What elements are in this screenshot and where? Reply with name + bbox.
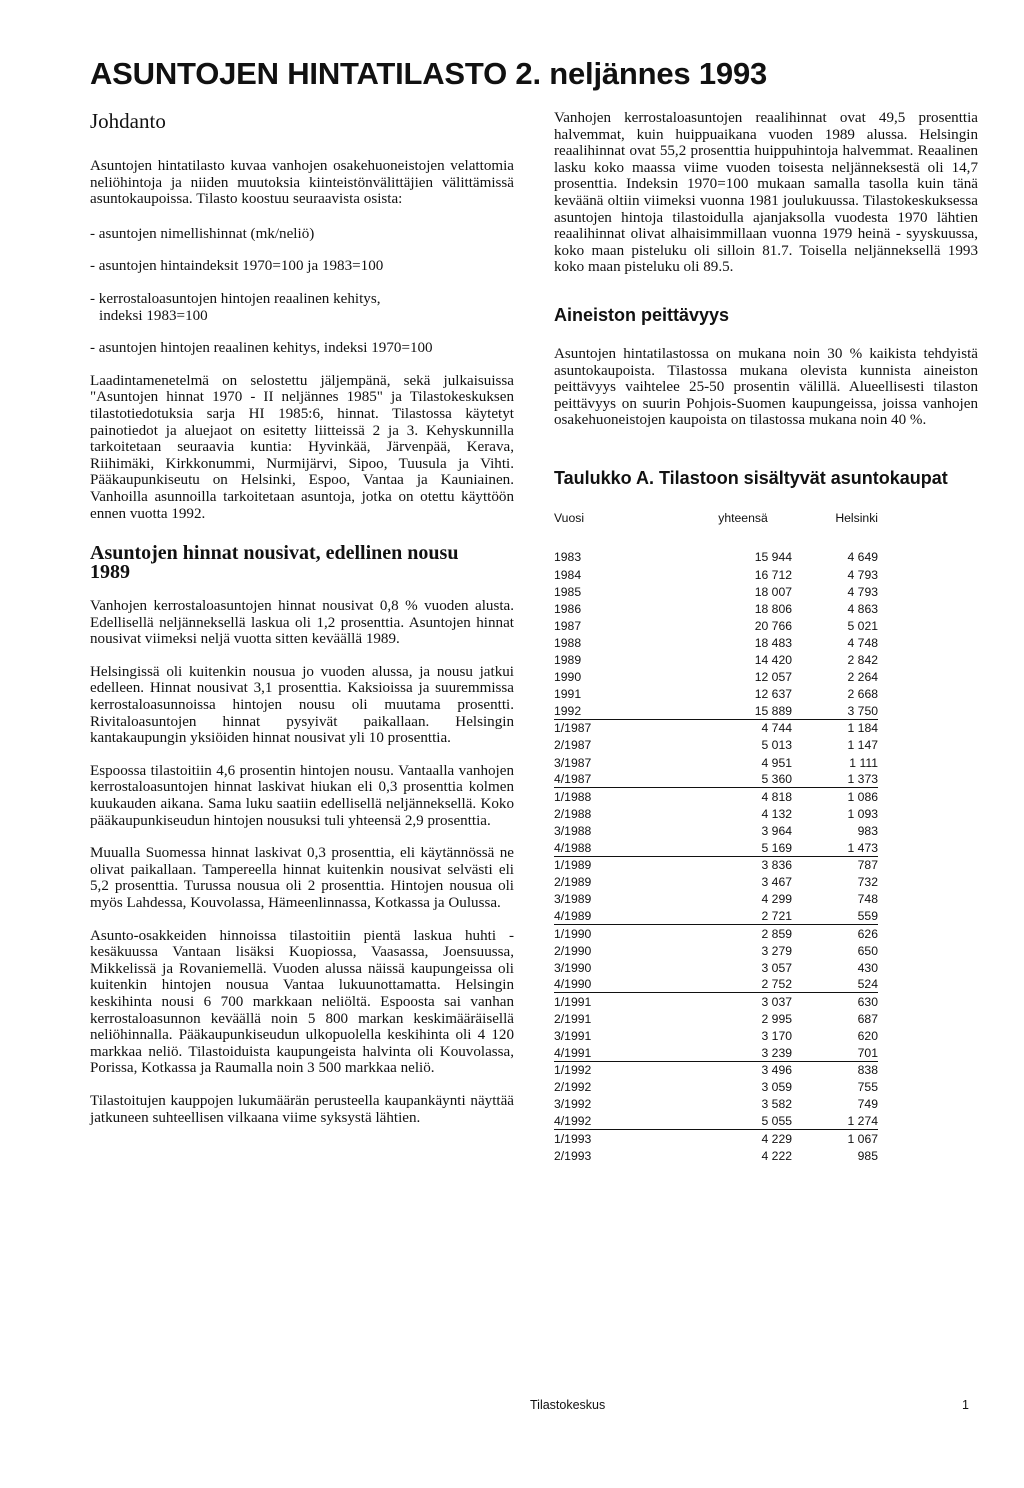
cell-helsinki: 701 (857, 1045, 878, 1060)
cell-total: 3 239 (761, 1045, 792, 1060)
cell-helsinki: 4 748 (847, 635, 878, 650)
cell-helsinki: 524 (857, 977, 878, 992)
cell-total: 3 467 (761, 875, 792, 890)
table-row (554, 874, 878, 891)
cell-total: 4 222 (761, 1148, 792, 1163)
table-row (554, 925, 878, 942)
cell-helsinki: 4 793 (847, 584, 878, 599)
cell-period: 1989 (554, 653, 582, 668)
cell-total: 12 057 (754, 670, 792, 685)
table-row (554, 805, 878, 822)
cell-total: 5 013 (761, 738, 792, 753)
table-row (554, 703, 878, 720)
table-header (554, 511, 878, 537)
header-helsinki: Helsinki (835, 510, 878, 525)
cell-helsinki: 626 (857, 926, 878, 941)
table-row (554, 669, 878, 686)
right-paragraph-1: Vanhojen kerrostaloasuntojen reaalihinnat ovat 49,5 prosenttia halvemmat, kuin huippuaikana vuoden 1989 alussa. Helsingin reaalihinnat ovat 55,2 prosenttia huippuhintoja halvemmat. Reaalinen lasku koko maassa viime vuoden toisesta neljänneksestä oli 14,7 prosenttia. Indeksin 1970=100 mukaan samalla tasolla kuin tänä keväänä oltiin viimeksi vuonna 1981 joulukuussa. Tilastokeskuksessa asuntojen hintoja tilastoidulla ajanjaksolla vuodesta 1970 lähtien reaalihinnat olivat alhaisimmillaan vuonna 1979 heinä - syyskuussa, koko maan pisteluku oli silloin 81.7. Toisella neljänneksellä 1993 koko maan pisteluku oli 89.5. (554, 110, 978, 276)
coverage-heading: Aineiston peittävyys (554, 304, 730, 325)
cell-total: 18 806 (754, 601, 792, 616)
section-paragraph: Helsingissä oli kuitenkin nousua jo vuoden alussa, ja nousu jatkui edelleen. Hinnat nousivat 3,1 prosenttia. Kaksioissa ja suuremmissa kerrostaloasunnoissa hintojen nousu oli muutama prosentti. Rivitaloasuntojen hinnat pysyivät paikallaan. Helsingin kantakaupungin yksiöiden hinnat nousivat yli 10 prosenttia. (90, 663, 514, 747)
table-row (554, 617, 878, 634)
cell-period: 1990 (554, 670, 582, 685)
cell-period: 1986 (554, 601, 582, 616)
cell-helsinki: 838 (857, 1063, 878, 1078)
table-row (554, 1096, 878, 1113)
intro-paragraph-2: Laadintamenetelmä on selostettu jäljempänä, sekä julkaisuissa "Asuntojen hinnat 1970 - II neljännes 1985" ja Tilastokeskuksen tilastotiedotuksia sarja HI 1985:6, hinnat. Tilastossa käytetyt painotiedot ja aluejaot on esitetty liitteissä 2 ja 3. Kehyskunnilla tarkoitetaan seuraavia kuntia: Hyvinkää, Järvenpää, Kerava, Riihimäki, Kirkkonummi, Nurmijärvi, Sipoo, Tuusula ja Vihti. Pääkaupunkiseutu on Helsinki, Espoo, Vantaa ja Kauniainen. Vanhoilla asunnoilla tarkoitetaan asuntoja, jotka on otettu käyttöön ennen vuotta 1992. (90, 372, 514, 522)
table-row (554, 651, 878, 668)
cell-total: 5 360 (761, 772, 792, 787)
table-row (554, 942, 878, 959)
table-row (554, 788, 878, 805)
table-row (554, 1062, 878, 1079)
table-row (554, 840, 878, 857)
cell-period: 2/1993 (554, 1148, 592, 1163)
cell-period: 1984 (554, 567, 582, 582)
table-title: Taulukko A. Tilastoon sisältyvät asuntokaupat (554, 467, 948, 488)
cell-period: 1983 (554, 550, 582, 565)
cell-helsinki: 1 184 (847, 721, 878, 736)
cell-period: 3/1987 (554, 755, 592, 770)
cell-helsinki: 1 111 (849, 755, 878, 770)
cell-total: 4 744 (761, 721, 792, 736)
cell-helsinki: 985 (857, 1148, 878, 1163)
cell-helsinki: 430 (857, 960, 878, 975)
cell-total: 16 712 (754, 567, 792, 582)
section-paragraph: Muualla Suomessa hinnat laskivat 0,3 prosenttia, eli käytännössä ne olivat paikallaan. Tampereella hinnat kuitenkin nousivat selvästi eli 5,2 prosenttia. Turussa nousua oli 2 prosenttia. Hintojen nousua oli myös Lahdessa, Kouvolassa, Hämeenlinnassa, Kotkassa ja Oulussa. (90, 845, 514, 911)
cell-period: 4/1989 (554, 908, 592, 923)
cell-total: 18 483 (754, 635, 792, 650)
left-column (90, 110, 514, 1126)
bullet-item: - asuntojen hintojen reaalinen kehitys, indeksi 1970=100 (90, 340, 433, 357)
cell-period: 4/1990 (554, 977, 592, 992)
cell-period: 1985 (554, 584, 582, 599)
cell-total: 3 057 (761, 960, 792, 975)
cell-total: 3 059 (761, 1080, 792, 1095)
sales-table (554, 511, 878, 1164)
cell-period: 1/1993 (554, 1131, 592, 1146)
table-row (554, 857, 878, 874)
table-row (554, 1130, 878, 1147)
cell-total: 3 836 (761, 858, 792, 873)
cell-helsinki: 687 (857, 1011, 878, 1026)
cell-period: 1/1989 (554, 858, 592, 873)
cell-helsinki: 5 021 (847, 618, 878, 633)
cell-helsinki: 2 668 (847, 687, 878, 702)
cell-period: 2/1990 (554, 943, 592, 958)
cell-total: 14 420 (754, 653, 792, 668)
cell-helsinki: 630 (857, 994, 878, 1009)
cell-period: 4/1992 (554, 1114, 592, 1129)
table-row (554, 686, 878, 703)
footer-page-number: 1 (962, 1398, 969, 1412)
section-paragraph: Vanhojen kerrostaloasuntojen hinnat nousivat 0,8 % vuoden alusta. Edellisellä neljänneksellä laskua oli 1,2 prosenttia. Asuntojen hinnat nousivat viimeksi neljä vuotta sitten keväällä 1989. (90, 598, 514, 648)
cell-helsinki: 4 793 (847, 567, 878, 582)
cell-total: 3 037 (761, 994, 792, 1009)
cell-period: 1/1991 (554, 994, 592, 1009)
cell-period: 2/1987 (554, 738, 592, 753)
cell-total: 5 055 (761, 1114, 792, 1129)
table-row (554, 754, 878, 771)
cell-helsinki: 1 147 (847, 738, 878, 753)
header-year: Vuosi (554, 510, 585, 525)
table-row (554, 1147, 878, 1164)
table-row (554, 600, 878, 617)
table-row (554, 891, 878, 908)
cell-period: 4/1991 (554, 1045, 592, 1060)
cell-total: 4 132 (761, 806, 792, 821)
intro-paragraph-1: Asuntojen hintatilasto kuvaa vanhojen osakehuoneistojen velattomia neliöhintoja ja niiden muutoksia kiinteistönvälittäjien välittämissä asuntokaupoissa. Tilasto koostuu seuraavista osista: (90, 158, 514, 208)
cell-helsinki: 620 (857, 1029, 878, 1044)
cell-helsinki: 755 (857, 1080, 878, 1095)
cell-helsinki: 1 473 (847, 840, 878, 855)
cell-period: 3/1989 (554, 892, 592, 907)
cell-period: 1991 (554, 687, 582, 702)
cell-total: 3 964 (761, 823, 792, 838)
header-total: yhteensä (718, 510, 768, 525)
cell-helsinki: 748 (857, 892, 878, 907)
cell-helsinki: 787 (857, 858, 878, 873)
cell-helsinki: 559 (857, 908, 878, 923)
cell-total: 15 889 (754, 703, 792, 718)
cell-period: 3/1990 (554, 960, 592, 975)
cell-period: 4/1988 (554, 840, 592, 855)
cell-helsinki: 2 842 (847, 653, 878, 668)
footer-publisher: Tilastokeskus (530, 1398, 606, 1412)
cell-total: 5 169 (761, 840, 792, 855)
table-row (554, 1113, 878, 1130)
cell-helsinki: 1 067 (847, 1131, 878, 1146)
cell-helsinki: 1 086 (847, 789, 878, 804)
cell-helsinki: 1 274 (847, 1114, 878, 1129)
bullet-item: - kerrostaloasuntojen hintojen reaalinen kehitys, indeksi 1983=100 (90, 290, 381, 324)
cell-period: 1/1992 (554, 1063, 592, 1078)
section-paragraph: Tilastoitujen kauppojen lukumäärän perusteella kaupankäynti näyttää jatkuneen suhteellisen vilkaana viime syksystä lähtien. (90, 1092, 514, 1126)
cell-period: 1992 (554, 703, 582, 718)
table-row (554, 720, 878, 737)
table-row (554, 822, 878, 839)
cell-helsinki: 2 264 (847, 670, 878, 685)
cell-period: 2/1988 (554, 806, 592, 821)
cell-period: 3/1992 (554, 1097, 592, 1112)
cell-total: 4 951 (761, 755, 792, 770)
section-paragraph: Asunto-osakkeiden hinnoissa tilastoitiin pientä laskua huhti - kesäkuussa Vantaan lisäksi Kuopiossa, Vaasassa, Joensuussa, Mikkelissä ja Rovaniemellä. Vuoden alussa näissä kaupungeissa oli kuitenkin hintojen nousua Vantaa lukuunottamatta. Helsingin keskihinta nousi 6 700 markkaan neliöltä. Espoosta sai vanhan kerrostaloasunnon keväällä noin 5 800 markan keskimääräisellä neliöhinnalla. Pääkaupunkiseudun ulkopuolella keskihinta oli 4 120 markkaa neliö. Tilastoiduista kaupungeista halvinta oli Kouvolassa, Porissa, Kotkassa ja Raumalla noin 3 500 markkaa neliö. (90, 927, 514, 1077)
cell-helsinki: 650 (857, 943, 878, 958)
cell-helsinki: 1 373 (847, 772, 878, 787)
page-title: ASUNTOJEN HINTATILASTO 2. neljännes 1993 (90, 56, 768, 91)
intro-heading: Johdanto (90, 109, 166, 133)
bullet-item: - asuntojen nimellishinnat (mk/neliö) (90, 225, 315, 242)
table-row (554, 583, 878, 600)
table-row (554, 1045, 878, 1062)
table-row (554, 634, 878, 651)
cell-period: 2/1989 (554, 875, 592, 890)
cell-helsinki: 4 863 (847, 601, 878, 616)
cell-period: 1/1987 (554, 721, 592, 736)
table-row (554, 737, 878, 754)
table-row (554, 1079, 878, 1096)
cell-helsinki: 983 (857, 823, 878, 838)
cell-total: 4 229 (761, 1131, 792, 1146)
section-heading: Asuntojen hinnat nousivat, edellinen nousu 1989 (90, 542, 459, 584)
cell-total: 3 496 (761, 1063, 792, 1078)
cell-period: 1/1988 (554, 789, 592, 804)
cell-period: 2/1991 (554, 1011, 592, 1026)
table-row (554, 549, 878, 566)
cell-total: 20 766 (754, 618, 792, 633)
cell-total: 2 752 (761, 977, 792, 992)
coverage-paragraph: Asuntojen hintatilastossa on mukana noin 30 % kaikista tehdyistä asuntokaupoista. Tilastossa mukana olevista kunnista aineiston peittävyys vaihtelee 25-50 prosentin välillä. Alueellisesti tilaston peittävyys on suurin Pohjois-Suomen kaupungeissa, joissa vanhojen osakehuoneistojen kaupoista on tilastossa mukana noin 40 %. (554, 345, 978, 429)
cell-period: 1987 (554, 618, 582, 633)
cell-period: 4/1987 (554, 772, 592, 787)
cell-total: 3 170 (761, 1029, 792, 1044)
table-row (554, 771, 878, 788)
table-row (554, 976, 878, 993)
cell-total: 2 995 (761, 1011, 792, 1026)
cell-helsinki: 3 750 (847, 703, 878, 718)
table-body (554, 549, 878, 1164)
cell-helsinki: 749 (857, 1097, 878, 1112)
section-paragraph: Espoossa tilastoitiin 4,6 prosentin hintojen nousu. Vantaalla vanhojen kerrostaloasuntojen hinnat laskivat hiukan eli 0,3 prosenttia kolmen kuukauden aikana. Sama luku saatiin edellisellä neljänneksellä. Koko pääkaupunkiseudun hintojen nousuksi tuli yhteensä 2,9 prosenttia. (90, 762, 514, 829)
table-row (554, 566, 878, 583)
cell-period: 3/1991 (554, 1029, 592, 1044)
cell-total: 2 859 (761, 926, 792, 941)
cell-helsinki: 1 093 (847, 806, 878, 821)
cell-total: 4 299 (761, 892, 792, 907)
cell-total: 4 818 (761, 789, 792, 804)
right-column (554, 110, 978, 1164)
cell-total: 3 582 (761, 1097, 792, 1112)
cell-period: 2/1992 (554, 1080, 592, 1095)
cell-period: 1/1990 (554, 926, 592, 941)
bullet-item: - asuntojen hintaindeksit 1970=100 ja 1983=100 (90, 258, 384, 275)
table-row (554, 1028, 878, 1045)
table-row (554, 959, 878, 976)
table-row (554, 1010, 878, 1027)
cell-period: 1988 (554, 635, 582, 650)
cell-helsinki: 4 649 (847, 550, 878, 565)
cell-total: 2 721 (761, 908, 792, 923)
cell-helsinki: 732 (857, 875, 878, 890)
cell-period: 3/1988 (554, 823, 592, 838)
table-row (554, 993, 878, 1010)
table-row (554, 908, 878, 925)
cell-total: 3 279 (761, 943, 792, 958)
cell-total: 18 007 (754, 584, 792, 599)
cell-total: 15 944 (754, 550, 792, 565)
cell-total: 12 637 (754, 687, 792, 702)
